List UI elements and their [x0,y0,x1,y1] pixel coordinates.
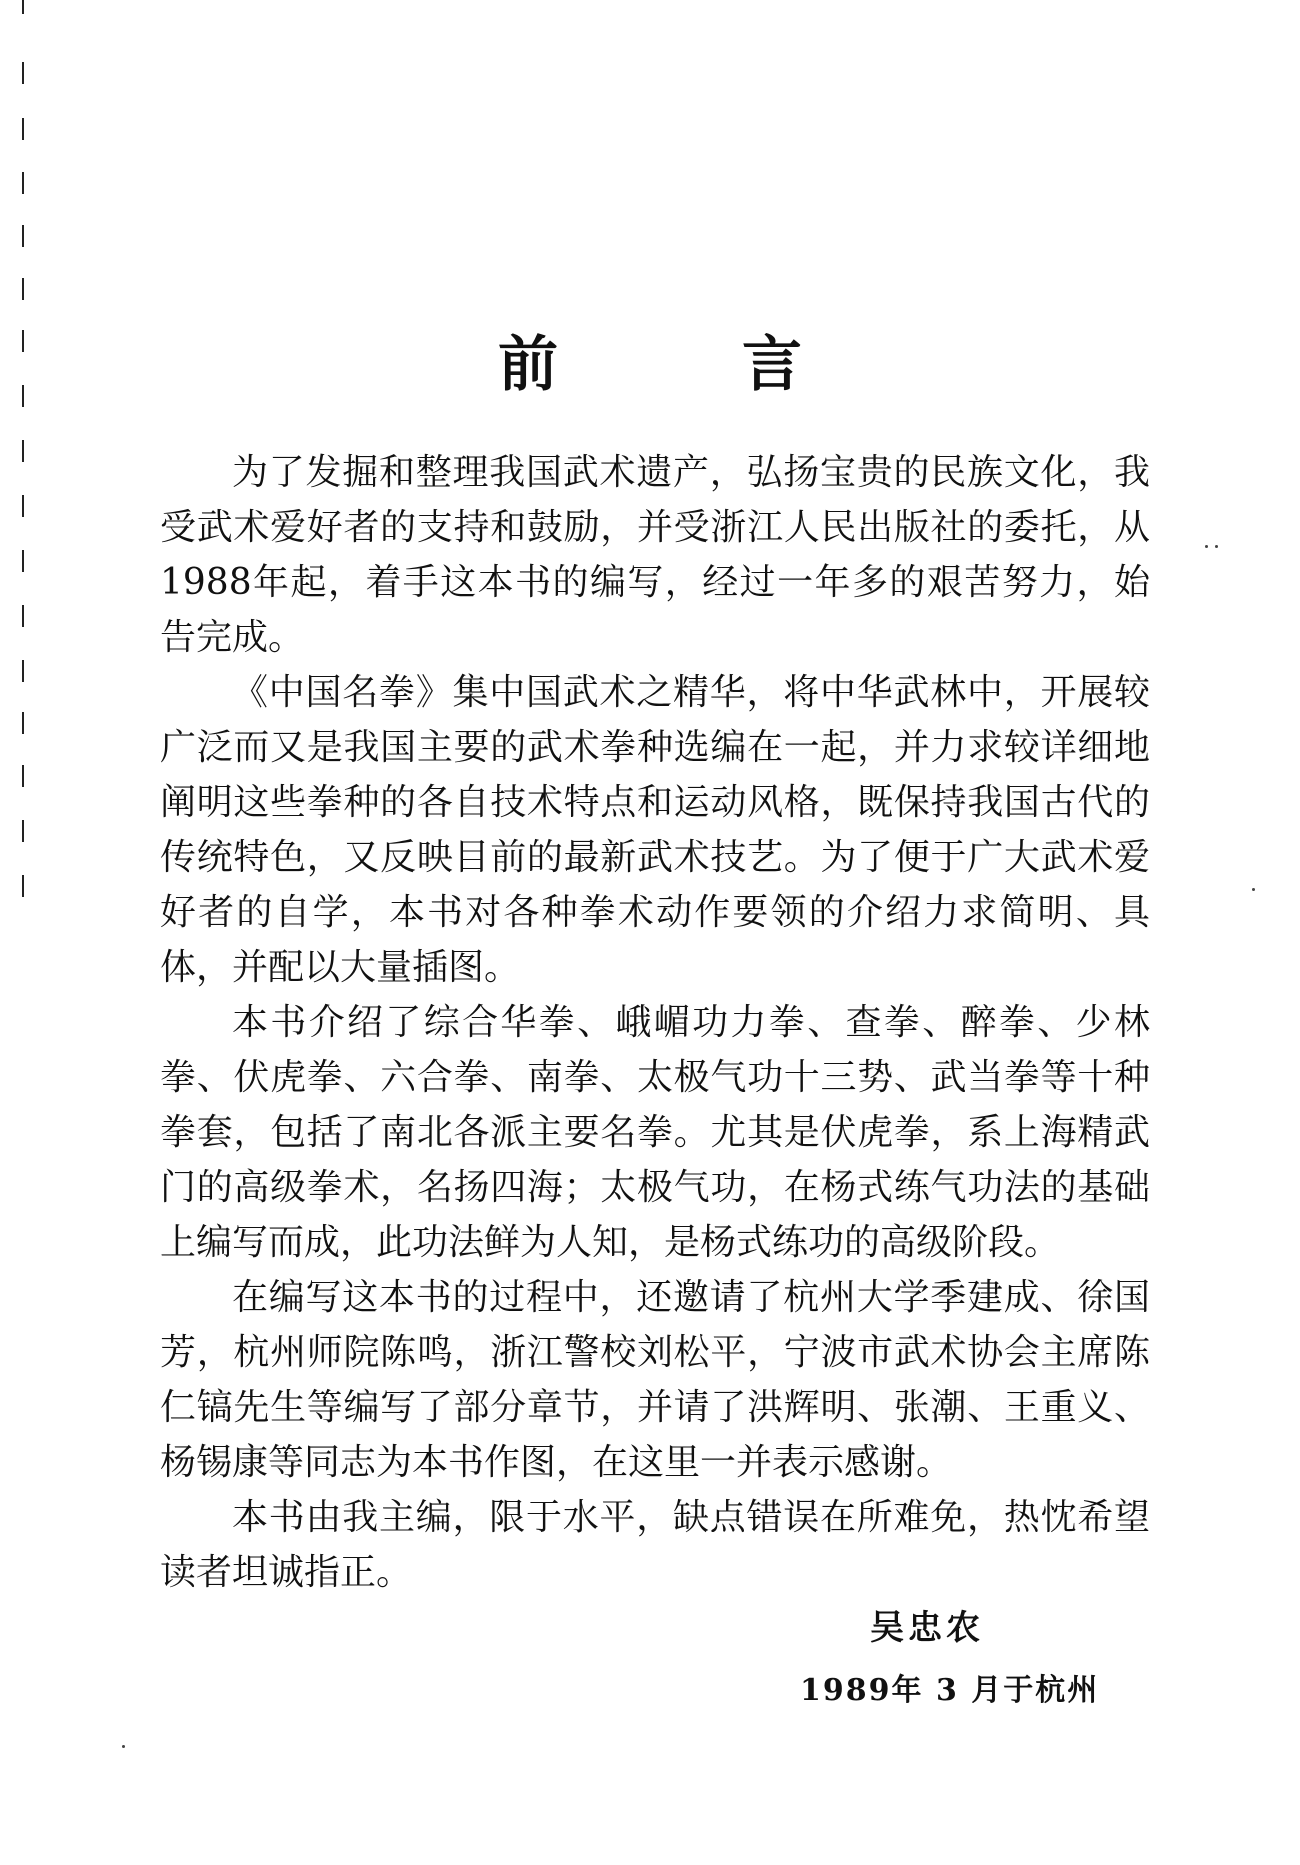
paragraph-1: 为了发掘和整理我国武术遗产，弘扬宝贵的民族文化，我受武术爱好者的支持和鼓励，并受浙江人民出版社的委托，从1988年起，着手这本书的编写，经过一年多的艰苦努力，始告完成。 [160,452,1150,658]
author-signature: 吴忠农 [870,1608,984,1648]
paragraph-5: 本书由我主编，限于水平，缺点错误在所难免，热忱希望读者坦诚指正。 [160,1497,1150,1593]
scan-speck [1205,545,1208,548]
date-place: 1989年 3 月于杭州 [800,1673,1100,1708]
binding-marks [22,0,30,920]
preface-body [160,445,1150,1600]
scan-speck [122,1745,125,1748]
scan-speck [1215,545,1218,548]
scan-speck [1252,888,1255,891]
paragraph-3: 本书介绍了综合华拳、峨嵋功力拳、查拳、醉拳、少林拳、伏虎拳、六合拳、南拳、太极气功十三势、武当拳等十种拳套，包括了南北各派主要名拳。尤其是伏虎拳，系上海精武门的高级拳术，名扬四海；太极气功，在杨式练气功法的基础上编写而成，此功法鲜为人知，是杨式练功的高级阶段。 [160,1002,1150,1263]
paragraph-2: 《中国名拳》集中国武术之精华，将中华武林中，开展较广泛而又是我国主要的武术拳种选编在一起，并力求较详细地阐明这些拳种的各自技术特点和运动风格，既保持我国古代的传统特色，又反映目前的最新武术技艺。为了便于广大武术爱好者的自学，本书对各种拳术动作要领的介绍力求简明、具体，并配以大量插图。 [160,672,1150,988]
paragraph-4: 在编写这本书的过程中，还邀请了杭州大学季建成、徐国芳，杭州师院陈鸣，浙江警校刘松平，宁波市武术协会主席陈仁镐先生等编写了部分章节，并请了洪辉明、张潮、王重义、杨锡康等同志为本书作图，在这里一并表示感谢。 [160,1277,1150,1483]
page-title: 前 言 [498,330,864,400]
